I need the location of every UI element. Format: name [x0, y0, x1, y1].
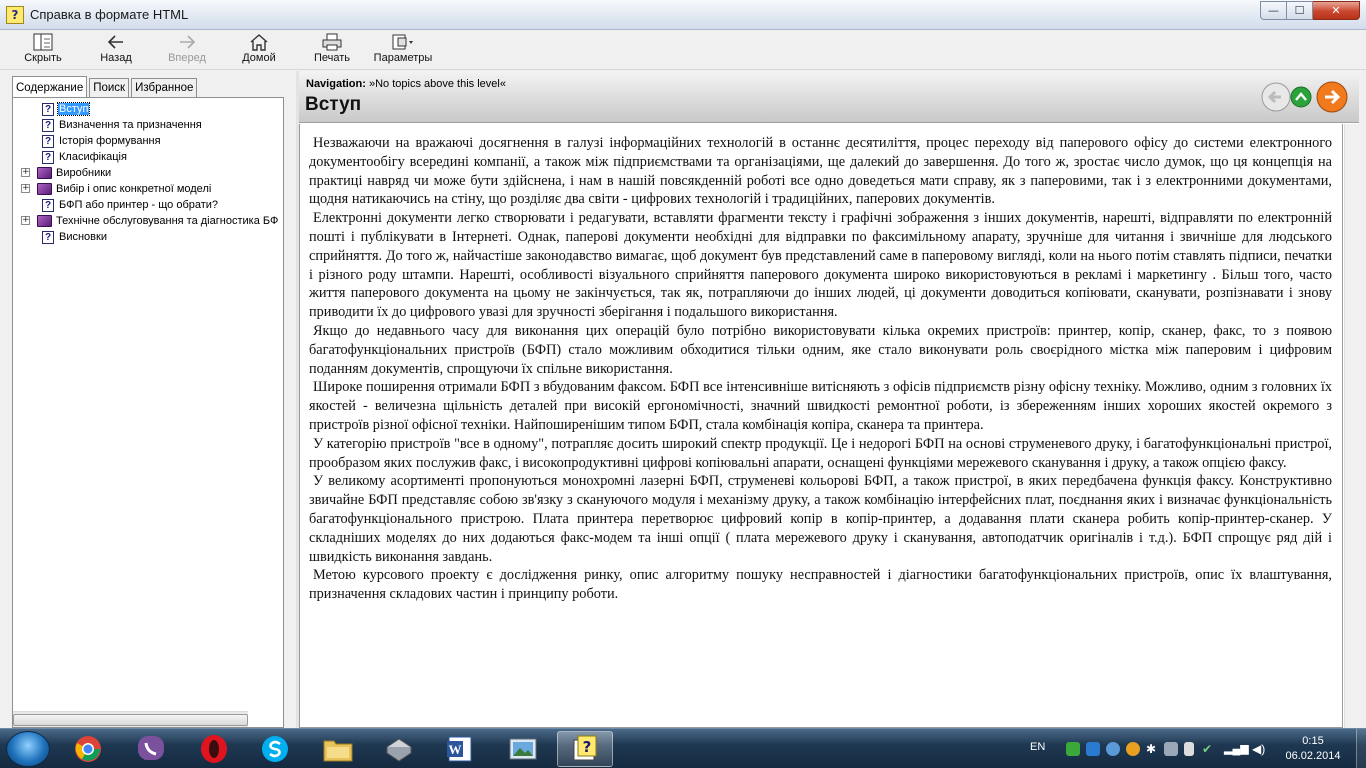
print-label: Печать — [313, 52, 351, 64]
language-indicator[interactable]: EN — [1030, 741, 1046, 753]
home-label: Домой — [242, 52, 276, 64]
tray-app-icon[interactable] — [1106, 742, 1120, 756]
svg-text:W: W — [448, 742, 462, 757]
navigation-label: Navigation: — [306, 78, 366, 90]
tray-app-icon[interactable] — [1086, 742, 1100, 756]
paragraph: Якщо до недавнього часу для виконання цих операцій було потрібно використовувати кілька окремих пристроїв: принтер, копір, сканер, факс, то з появою багатофункціональних пристроїв (БФП) стало можливим обходитися тільки одним, яке стало виконувати роль своєрідного містка між паперовим і цифровим поданням документів, спрощуючи їх спільне використання. — [309, 322, 1332, 377]
paragraph: У великому асортименті пропонуються монохромні лазерні БФП, струменеві кольорові БФП, а також пристрої, в яких передбачена функція факсу. Конструктивно звичайне БФП представляє собою зв'язку з скануючого модуля і механізму друку, а також комбінацію інтерфейсних плат, поєднання яких і визначає функціональність багатофункціонального пристрою. Плата принтера перетворює цифровий копір в копір-принтер, а додавання плати сканера робить копір-принтер-сканер. У складніших моделях до них додаються факс-модем та інші опції ( плата мережевого друку і сканування, автоподатчик оригіналів і т.д.). БФП спрощує ряд дій і швидкість виконання завдань. — [309, 473, 1332, 565]
tree-item-model-choice[interactable] — [37, 181, 212, 197]
skype-icon — [260, 734, 290, 764]
minimize-button[interactable]: — — [1260, 1, 1287, 20]
expand-toggle[interactable]: + — [22, 215, 30, 225]
taskbar-html-help[interactable] — [557, 731, 613, 767]
toolbar — [0, 30, 1366, 70]
opera-icon — [199, 734, 229, 764]
tray-app-icon[interactable] — [1126, 742, 1140, 756]
chrome-icon — [73, 734, 103, 764]
topic-header — [299, 71, 1359, 123]
navigation-text: »No topics above this level« — [368, 78, 506, 90]
options-label: Параметры — [373, 52, 433, 64]
help-app-icon: ? — [6, 6, 24, 24]
tree-item-maintenance[interactable] — [37, 213, 279, 229]
close-button[interactable]: ✕ — [1313, 1, 1360, 20]
tree-item-classification[interactable] — [42, 149, 128, 165]
tree-horizontal-scrollbar[interactable] — [13, 711, 248, 727]
hide-button[interactable] — [24, 32, 62, 68]
paragraph: У категорію пристроїв "все в одному", потрапляє досить широкий спектр продукції. Це і недорогі БФП на основі струменевого друку, і багатофункціональні пристрої, прообразом яких послужив факс, і високопродуктивні цифрові копіювальні апарати, оснащені функціями мережевого сканування і друку, а також опцією факсу. — [309, 435, 1332, 471]
tree-item-mfp-or-printer[interactable] — [42, 197, 219, 213]
previous-topic-icon[interactable] — [1262, 83, 1290, 111]
tree-item-label: Технічне обслуговування та діагностика БФ — [56, 215, 279, 227]
tab-search[interactable]: Поиск — [89, 78, 129, 98]
topic-icon: ? — [42, 231, 54, 244]
tree-item-definition[interactable] — [42, 117, 203, 133]
check-icon[interactable]: ✔ — [1202, 742, 1213, 756]
taskbar-opera[interactable] — [186, 731, 242, 767]
back-label: Назад — [100, 52, 132, 64]
home-button[interactable] — [240, 32, 278, 68]
start-button[interactable] — [6, 731, 50, 767]
page-title: Вступ — [305, 94, 362, 115]
tree-item-vstup[interactable] — [42, 101, 89, 117]
svg-text:?: ? — [582, 738, 592, 756]
up-topic-icon[interactable] — [1291, 87, 1311, 107]
back-button[interactable] — [97, 32, 135, 68]
image-viewer-icon — [507, 735, 539, 763]
tree-item-label: Класифікація — [59, 151, 127, 163]
content-vertical-scrollbar[interactable] — [1344, 124, 1359, 728]
taskbar-skype[interactable] — [247, 731, 303, 767]
topic-icon: ? — [42, 151, 54, 164]
window-title: Справка в формате HTML — [30, 7, 189, 22]
book-icon — [37, 167, 52, 179]
tray-app-icon[interactable] — [1066, 742, 1080, 756]
navigation-tabs — [12, 78, 199, 98]
word-icon — [445, 735, 475, 763]
topic-content — [299, 124, 1343, 728]
taskbar-word[interactable] — [432, 731, 488, 767]
viber-icon — [136, 734, 166, 764]
signal-icon[interactable]: ▂▄▆ — [1224, 743, 1249, 755]
topic-icon: ? — [42, 199, 54, 212]
volume-icon[interactable]: ◀) — [1252, 742, 1266, 756]
tree-item-label: Вибір і опис конкретної моделі — [56, 183, 212, 195]
paragraph: Незважаючи на вражаючі досягнення в галузі інформаційних технологій в останнє десятиліття, процес переходу від паперового офісу до системи електронного документообігу всередині компанії, а також між підприємствами та організаціями, ще далекий до завершення. До того ж, зростає число думок, що ця концепція на практиці навряд чи може бути здійснена, і нам в нашій повсякденній роботі все одно доведеться мати справу, як з паперовими, так і з електронними документами, щодня натикаючись на стіну, що розділяє два світи - цифрових технологій і традиційних, паперових документів. — [309, 135, 1332, 208]
tree-item-label: БФП або принтер - що обрати? — [59, 199, 219, 211]
book-icon — [37, 215, 52, 227]
clock-time: 0:15 — [1302, 735, 1324, 747]
bluetooth-icon[interactable]: ✱ — [1146, 742, 1157, 756]
forward-label: Вперед — [168, 52, 206, 64]
taskbar-explorer[interactable] — [310, 731, 366, 767]
topic-pane — [299, 71, 1359, 728]
network-error-icon[interactable] — [1164, 742, 1178, 756]
show-desktop-button[interactable] — [1356, 729, 1366, 768]
printer-icon — [383, 735, 415, 763]
tree-item-label: Висновки — [59, 231, 107, 243]
forward-button[interactable] — [166, 32, 208, 68]
hide-pane-icon — [33, 32, 53, 52]
taskbar-devices[interactable] — [371, 731, 427, 767]
topic-icon: ? — [42, 103, 54, 116]
clock-date: 06.02.2014 — [1285, 750, 1341, 762]
tree-item-conclusions[interactable] — [42, 229, 108, 245]
tree-item-label: Виробники — [56, 167, 112, 179]
home-icon — [249, 32, 269, 52]
contents-tree — [12, 97, 284, 728]
taskbar-photo-viewer[interactable] — [495, 731, 551, 767]
paragraph: Електронні документи легко створювати і редагувати, вставляти фрагменти тексту і графічні зображення з інших документів, нарешті, відправляти по електронній пошті і публікувати в Інтернеті. Однак, паперові документи необхідні для відправки по факсимільному апарату, зручніше для читання і звичніше для людського сприйняття. До того ж, найчастіше законодавство вимагає, щоб документ був представлений саме в паперовому вигляді, коли на нього потім ставлять підписи, печатки і різного роду штампи. Нарешті, особливості візуального сприйняття паперового документа широко використовуються в рекламі і маркетингу . Більш того, часто життя паперового документа на цьому не закінчується, так як, потрапляючи до інших людей, ці документи доводиться копіювати, сканувати, розпізнавати і знову приводити їх до цифрового увазі для зручності зберігання і подальшого використання. — [309, 210, 1332, 321]
print-button[interactable] — [312, 32, 352, 68]
tab-favorites[interactable]: Избранное — [131, 78, 197, 98]
help-icon — [570, 734, 600, 764]
folder-icon — [322, 735, 354, 763]
window-controls — [1260, 1, 1360, 21]
options-button[interactable] — [372, 32, 434, 68]
tree-item-label: Вступ — [59, 103, 89, 115]
tree-item-label: Визначення та призначення — [59, 119, 202, 131]
breadcrumb — [306, 78, 506, 90]
tree-item-label: Історія формування — [59, 135, 161, 147]
forward-arrow-icon — [178, 32, 196, 52]
battery-icon[interactable] — [1184, 742, 1194, 756]
window-border — [1359, 71, 1366, 728]
tab-contents[interactable]: Содержание — [12, 76, 87, 98]
tree-item-history[interactable] — [42, 133, 162, 149]
options-icon — [391, 32, 415, 52]
topic-icon: ? — [42, 119, 54, 132]
paragraph: Метою курсового проекту є дослідження ринку, опис алгоритму пошуку несправностей і діагностики багатофункціональних пристроїв, опис їх влаштування, призначення складових частин і принципу роботи. — [309, 567, 1332, 603]
printer-icon — [321, 32, 343, 52]
scrollbar-thumb[interactable] — [13, 714, 248, 726]
expand-toggle[interactable]: + — [22, 167, 30, 177]
book-icon — [37, 183, 52, 195]
tree-item-manufacturers[interactable] — [37, 165, 112, 181]
taskbar-viber[interactable] — [123, 731, 179, 767]
taskbar-chrome[interactable] — [60, 731, 116, 767]
next-topic-icon[interactable] — [1317, 82, 1347, 112]
back-arrow-icon — [107, 32, 125, 52]
hide-label: Скрыть — [24, 52, 62, 64]
topic-icon: ? — [42, 135, 54, 148]
expand-toggle[interactable]: + — [22, 183, 30, 193]
paragraph: Широке поширення отримали БФП з вбудованим факсом. БФП все інтенсивніше витісняють з офісів підприємств різну офісну техніку. Можливо, одним з головних їх якостей - величезна щільність деталей при високій ергономічності, значний швидкості ремонтної роботи, із збереженням інших хороших якостей окремого з пристроїв різної офісної техніки. Найпоширенішим типом БФП, стала комбінація копіра, сканера та принтера. — [309, 379, 1332, 433]
title-bar[interactable] — [0, 0, 1366, 30]
clock[interactable] — [1278, 734, 1348, 764]
navigation-pane — [0, 71, 296, 728]
topic-nav-buttons — [1259, 81, 1351, 113]
maximize-button[interactable]: ☐ — [1287, 1, 1313, 20]
taskbar — [0, 728, 1366, 768]
